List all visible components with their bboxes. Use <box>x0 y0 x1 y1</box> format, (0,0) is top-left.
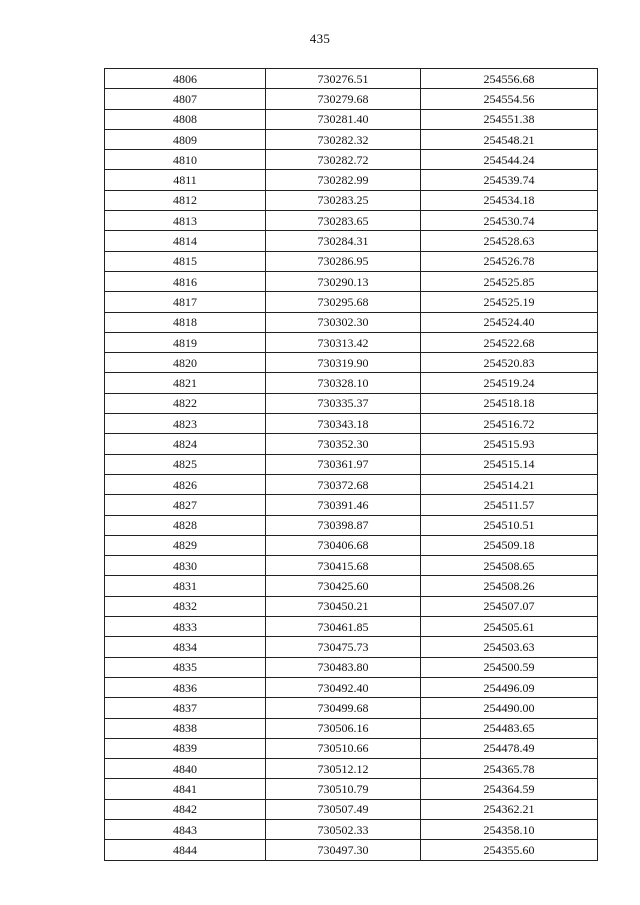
page-number: 435 <box>309 31 331 46</box>
table-row <box>105 69 598 89</box>
point-number-cell: 4828 <box>105 515 266 535</box>
y-coordinate-cell: 254505.61 <box>421 617 598 637</box>
point-number-cell: 4834 <box>105 637 266 657</box>
point-number-cell: 4837 <box>105 698 266 718</box>
table-row <box>105 759 598 779</box>
table-row <box>105 677 598 697</box>
y-coordinate-cell: 254525.19 <box>421 292 598 312</box>
table-row <box>105 637 598 657</box>
y-coordinate-cell: 254526.78 <box>421 251 598 271</box>
table-row <box>105 840 598 860</box>
point-number-cell: 4816 <box>105 271 266 291</box>
x-coordinate-cell: 730512.12 <box>266 759 421 779</box>
table-row <box>105 535 598 555</box>
point-number-cell: 4830 <box>105 556 266 576</box>
y-coordinate-cell: 254520.83 <box>421 353 598 373</box>
y-coordinate-cell: 254509.18 <box>421 535 598 555</box>
table-row <box>105 190 598 210</box>
y-coordinate-cell: 254525.85 <box>421 271 598 291</box>
x-coordinate-cell: 730510.79 <box>266 779 421 799</box>
point-number-cell: 4818 <box>105 312 266 332</box>
x-coordinate-cell: 730372.68 <box>266 474 421 494</box>
x-coordinate-cell: 730361.97 <box>266 454 421 474</box>
x-coordinate-cell: 730328.10 <box>266 373 421 393</box>
y-coordinate-cell: 254544.24 <box>421 150 598 170</box>
table-row <box>105 495 598 515</box>
table-row <box>105 353 598 373</box>
table-row <box>105 596 598 616</box>
table-row <box>105 251 598 271</box>
x-coordinate-cell: 730450.21 <box>266 596 421 616</box>
y-coordinate-cell: 254358.10 <box>421 819 598 839</box>
table-row <box>105 414 598 434</box>
point-number-cell: 4839 <box>105 738 266 758</box>
x-coordinate-cell: 730283.65 <box>266 211 421 231</box>
table-row <box>105 393 598 413</box>
point-number-cell: 4836 <box>105 677 266 697</box>
y-coordinate-cell: 254508.26 <box>421 576 598 596</box>
point-number-cell: 4814 <box>105 231 266 251</box>
y-coordinate-cell: 254362.21 <box>421 799 598 819</box>
table-row <box>105 150 598 170</box>
coordinates-table <box>104 68 598 861</box>
table-row <box>105 474 598 494</box>
point-number-cell: 4843 <box>105 819 266 839</box>
table-row <box>105 211 598 231</box>
y-coordinate-cell: 254516.72 <box>421 414 598 434</box>
table-row <box>105 373 598 393</box>
table-row <box>105 292 598 312</box>
x-coordinate-cell: 730425.60 <box>266 576 421 596</box>
x-coordinate-cell: 730352.30 <box>266 434 421 454</box>
point-number-cell: 4835 <box>105 657 266 677</box>
x-coordinate-cell: 730313.42 <box>266 332 421 352</box>
x-coordinate-cell: 730415.68 <box>266 556 421 576</box>
point-number-cell: 4832 <box>105 596 266 616</box>
table-row <box>105 332 598 352</box>
x-coordinate-cell: 730406.68 <box>266 535 421 555</box>
x-coordinate-cell: 730282.72 <box>266 150 421 170</box>
x-coordinate-cell: 730507.49 <box>266 799 421 819</box>
y-coordinate-cell: 254496.09 <box>421 677 598 697</box>
table-row <box>105 738 598 758</box>
y-coordinate-cell: 254530.74 <box>421 211 598 231</box>
y-coordinate-cell: 254355.60 <box>421 840 598 860</box>
y-coordinate-cell: 254364.59 <box>421 779 598 799</box>
point-number-cell: 4823 <box>105 414 266 434</box>
y-coordinate-cell: 254490.00 <box>421 698 598 718</box>
table-row <box>105 434 598 454</box>
point-number-cell: 4827 <box>105 495 266 515</box>
x-coordinate-cell: 730284.31 <box>266 231 421 251</box>
point-number-cell: 4810 <box>105 150 266 170</box>
table-row <box>105 556 598 576</box>
y-coordinate-cell: 254519.24 <box>421 373 598 393</box>
table-row <box>105 718 598 738</box>
point-number-cell: 4838 <box>105 718 266 738</box>
x-coordinate-cell: 730302.30 <box>266 312 421 332</box>
point-number-cell: 4831 <box>105 576 266 596</box>
x-coordinate-cell: 730343.18 <box>266 414 421 434</box>
y-coordinate-cell: 254548.21 <box>421 129 598 149</box>
point-number-cell: 4825 <box>105 454 266 474</box>
y-coordinate-cell: 254478.49 <box>421 738 598 758</box>
y-coordinate-cell: 254554.56 <box>421 89 598 109</box>
x-coordinate-cell: 730276.51 <box>266 69 421 89</box>
x-coordinate-cell: 730295.68 <box>266 292 421 312</box>
x-coordinate-cell: 730279.68 <box>266 89 421 109</box>
point-number-cell: 4817 <box>105 292 266 312</box>
table-row <box>105 89 598 109</box>
y-coordinate-cell: 254507.07 <box>421 596 598 616</box>
y-coordinate-cell: 254551.38 <box>421 109 598 129</box>
point-number-cell: 4844 <box>105 840 266 860</box>
x-coordinate-cell: 730497.30 <box>266 840 421 860</box>
y-coordinate-cell: 254503.63 <box>421 637 598 657</box>
point-number-cell: 4811 <box>105 170 266 190</box>
point-number-cell: 4807 <box>105 89 266 109</box>
y-coordinate-cell: 254522.68 <box>421 332 598 352</box>
y-coordinate-cell: 254508.65 <box>421 556 598 576</box>
x-coordinate-cell: 730506.16 <box>266 718 421 738</box>
point-number-cell: 4809 <box>105 129 266 149</box>
x-coordinate-cell: 730319.90 <box>266 353 421 373</box>
table-row <box>105 819 598 839</box>
y-coordinate-cell: 254483.65 <box>421 718 598 738</box>
point-number-cell: 4833 <box>105 617 266 637</box>
table-row <box>105 271 598 291</box>
y-coordinate-cell: 254510.51 <box>421 515 598 535</box>
y-coordinate-cell: 254514.21 <box>421 474 598 494</box>
point-number-cell: 4820 <box>105 353 266 373</box>
table-row <box>105 454 598 474</box>
x-coordinate-cell: 730290.13 <box>266 271 421 291</box>
y-coordinate-cell: 254539.74 <box>421 170 598 190</box>
y-coordinate-cell: 254515.93 <box>421 434 598 454</box>
point-number-cell: 4842 <box>105 799 266 819</box>
table-row <box>105 779 598 799</box>
point-number-cell: 4808 <box>105 109 266 129</box>
point-number-cell: 4841 <box>105 779 266 799</box>
x-coordinate-cell: 730335.37 <box>266 393 421 413</box>
point-number-cell: 4813 <box>105 211 266 231</box>
x-coordinate-cell: 730499.68 <box>266 698 421 718</box>
x-coordinate-cell: 730483.80 <box>266 657 421 677</box>
point-number-cell: 4840 <box>105 759 266 779</box>
point-number-cell: 4826 <box>105 474 266 494</box>
table-row <box>105 109 598 129</box>
point-number-cell: 4806 <box>105 69 266 89</box>
point-number-cell: 4815 <box>105 251 266 271</box>
table-row <box>105 515 598 535</box>
x-coordinate-cell: 730475.73 <box>266 637 421 657</box>
table-row <box>105 657 598 677</box>
y-coordinate-cell: 254500.59 <box>421 657 598 677</box>
table-row <box>105 129 598 149</box>
table-row <box>105 312 598 332</box>
table-row <box>105 576 598 596</box>
y-coordinate-cell: 254528.63 <box>421 231 598 251</box>
y-coordinate-cell: 254365.78 <box>421 759 598 779</box>
y-coordinate-cell: 254518.18 <box>421 393 598 413</box>
y-coordinate-cell: 254534.18 <box>421 190 598 210</box>
point-number-cell: 4822 <box>105 393 266 413</box>
y-coordinate-cell: 254524.40 <box>421 312 598 332</box>
point-number-cell: 4819 <box>105 332 266 352</box>
y-coordinate-cell: 254515.14 <box>421 454 598 474</box>
x-coordinate-cell: 730398.87 <box>266 515 421 535</box>
x-coordinate-cell: 730283.25 <box>266 190 421 210</box>
point-number-cell: 4829 <box>105 535 266 555</box>
table-row <box>105 231 598 251</box>
table-row <box>105 698 598 718</box>
x-coordinate-cell: 730281.40 <box>266 109 421 129</box>
x-coordinate-cell: 730461.85 <box>266 617 421 637</box>
point-number-cell: 4824 <box>105 434 266 454</box>
table-row <box>105 170 598 190</box>
point-number-cell: 4812 <box>105 190 266 210</box>
y-coordinate-cell: 254556.68 <box>421 69 598 89</box>
x-coordinate-cell: 730510.66 <box>266 738 421 758</box>
coordinates-table-body <box>105 69 598 861</box>
point-number-cell: 4821 <box>105 373 266 393</box>
y-coordinate-cell: 254511.57 <box>421 495 598 515</box>
table-row <box>105 799 598 819</box>
x-coordinate-cell: 730492.40 <box>266 677 421 697</box>
x-coordinate-cell: 730282.32 <box>266 129 421 149</box>
x-coordinate-cell: 730286.95 <box>266 251 421 271</box>
x-coordinate-cell: 730502.33 <box>266 819 421 839</box>
table-row <box>105 617 598 637</box>
x-coordinate-cell: 730282.99 <box>266 170 421 190</box>
x-coordinate-cell: 730391.46 <box>266 495 421 515</box>
